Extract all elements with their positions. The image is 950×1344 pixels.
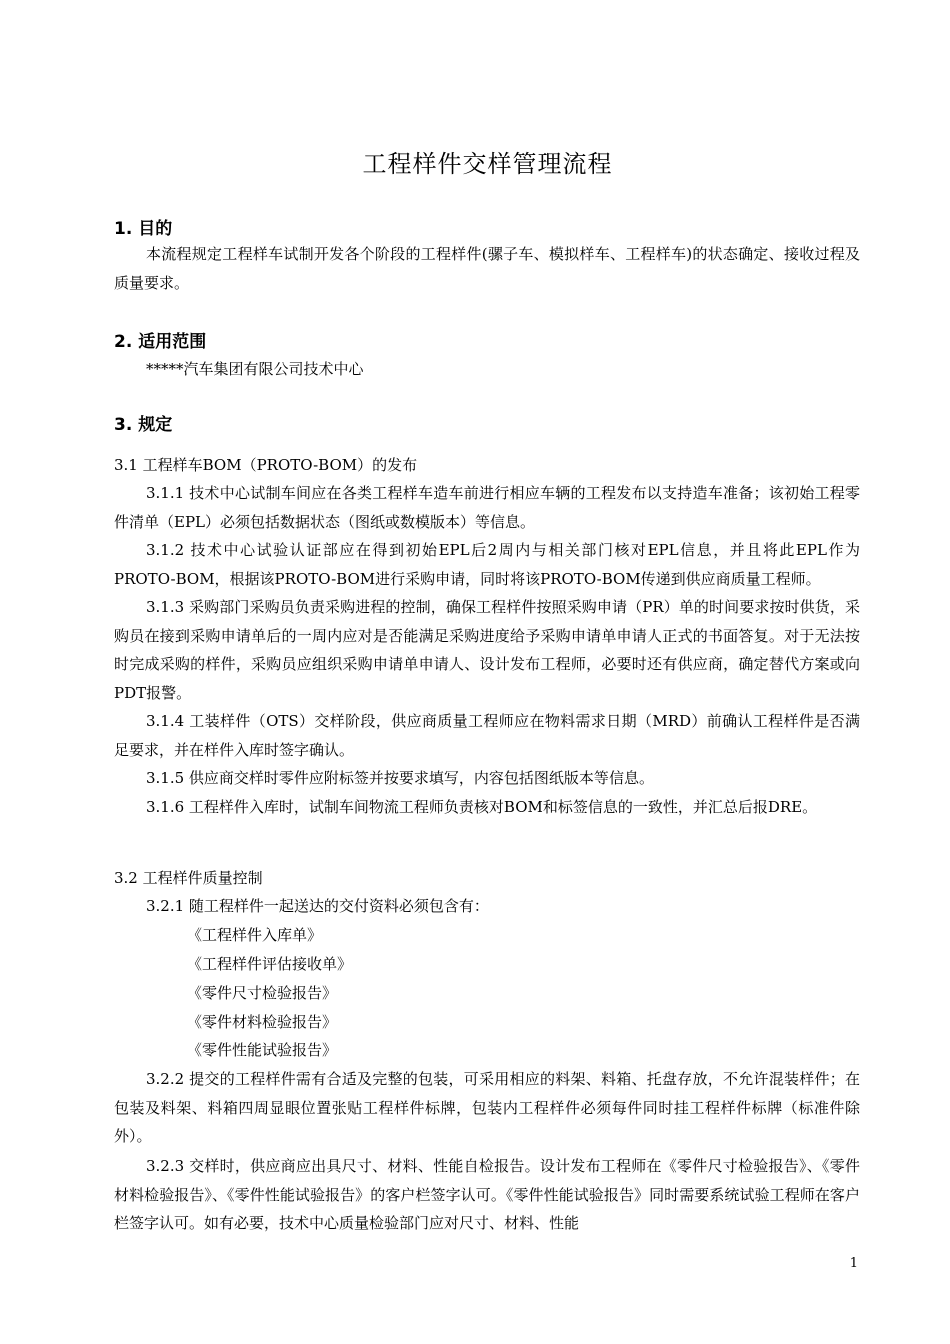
subsection-heading-3-2: 3.2 工程样件质量控制 — [114, 869, 263, 887]
section-heading-scope — [114, 327, 206, 352]
clause-3-1-4: 3.1.4 工装样件（OTS）交样阶段，供应商质量工程师应在物料需求日期（MRD）前确认工程样件是否满足要求，并在样件入库时签字确认。 — [114, 712, 860, 759]
clause-3-1-5: 3.1.5 供应商交样时零件应附标签并按要求填写，内容包括图纸版本等信息。 — [146, 769, 654, 787]
section-number: 2. — [114, 332, 133, 352]
section-body-purpose: 本流程规定工程样车试制开发各个阶段的工程样件(骡子车、模拟样车、工程样车)的状态确定、接收过程及质量要求。 — [114, 245, 860, 292]
clause-3-2-1: 3.2.1 随工程样件一起送达的交付资料必须包含有： — [146, 897, 489, 915]
clause-3-1-2: 3.1.2 技术中心试验认证部应在得到初始EPL后2周内与相关部门核对EPL信息，并且将此EPL作为PROTO-BOM，根据该PROTO-BOM进行采购申请，同时将该PROTO-BOM传递到供应商质量工程师。 — [114, 541, 860, 588]
subsection-heading-3-1: 3.1 工程样车BOM（PROTO-BOM）的发布 — [114, 456, 418, 474]
deliverable-doc-item: 《工程样件评估接收单》 — [187, 955, 353, 973]
deliverable-doc-item: 《零件材料检验报告》 — [187, 1013, 338, 1031]
clause-3-2-3: 3.2.3 交样时，供应商应出具尺寸、材料、性能自检报告。设计发布工程师在《零件尺寸检验报告》、《零件材料检验报告》、《零件性能试验报告》的客户栏签字认可。《零件性能试验报告》同时需要系统试验工程师在客户栏签字认可。如有必要，技术中心质量检验部门应对尺寸、材料、性能 — [114, 1157, 860, 1232]
clause-3-1-1: 3.1.1 技术中心试制车间应在各类工程样车造车前进行相应车辆的工程发布以支持造车准备；该初始工程零件清单（EPL）必须包括数据状态（图纸或数模版本）等信息。 — [114, 484, 860, 531]
section-title: 规定 — [138, 415, 173, 435]
deliverable-doc-item: 《工程样件入库单》 — [187, 926, 323, 944]
deliverable-doc-item: 《零件性能试验报告》 — [187, 1041, 338, 1059]
document-title: 工程样件交样管理流程 — [362, 150, 613, 178]
section-heading-rules — [114, 410, 172, 435]
deliverable-doc-item: 《零件尺寸检验报告》 — [187, 984, 338, 1002]
clause-3-2-2: 3.2.2 提交的工程样件需有合适及完整的包装，可采用相应的料架、料箱、托盘存放，不允许混装样件；在包装及料架、料箱四周显眼位置张贴工程样件标牌，包装内工程样件必须每件同时挂工程样件标牌（标准件除外）。 — [114, 1070, 860, 1145]
page-number: 1 — [849, 1256, 858, 1271]
section-number: 3. — [114, 415, 133, 435]
clause-3-1-6: 3.1.6 工程样件入库时，试制车间物流工程师负责核对BOM和标签信息的一致性，并汇总后报DRE。 — [146, 798, 818, 816]
section-title: 目的 — [138, 219, 173, 239]
section-title: 适用范围 — [138, 332, 207, 352]
clause-3-1-3: 3.1.3 采购部门采购员负责采购进程的控制，确保工程样件按照采购申请（PR）单的时间要求按时供货，采购员在接到采购申请单后的一周内应对是否能满足采购进度给予采购申请单申请人正式的书面答复。对于无法按时完成采购的样件，采购员应组织采购申请单申请人、设计发布工程师，必要时还有供应商，确定替代方案或向PDT报警。 — [114, 598, 860, 702]
section-body-scope: *****汽车集团有限公司技术中心 — [146, 360, 364, 378]
section-heading-purpose — [114, 214, 172, 239]
section-number: 1. — [114, 219, 133, 239]
